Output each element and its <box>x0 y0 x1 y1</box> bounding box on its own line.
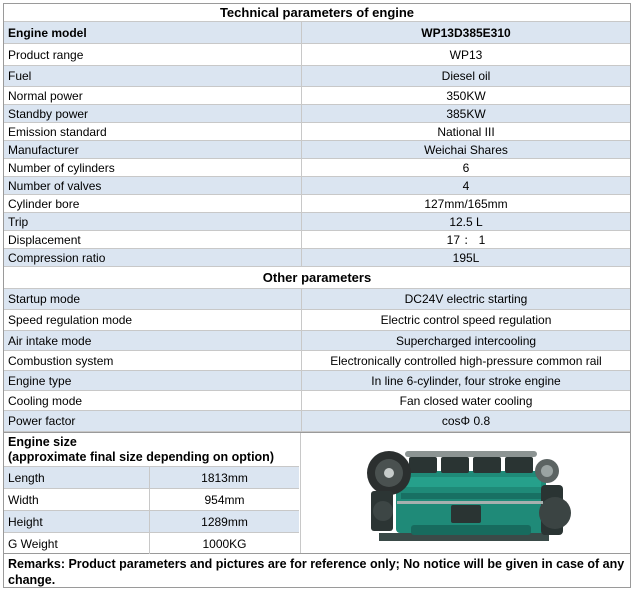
param-value: In line 6-cylinder, four stroke engine <box>301 371 630 390</box>
param-row <box>4 391 630 411</box>
size-value: 1289mm <box>149 511 299 532</box>
param-value: Electric control speed regulation <box>301 310 630 330</box>
section-title-technical <box>4 4 630 22</box>
size-label: G Weight <box>8 536 58 551</box>
param-value: cosΦ 0.8 <box>301 411 630 431</box>
size-label: Height <box>8 514 43 529</box>
param-label: Manufacturer <box>8 142 79 157</box>
param-value: DC24V electric starting <box>301 289 630 309</box>
param-row <box>4 105 630 123</box>
param-label: Power factor <box>8 414 76 428</box>
engine-image <box>300 433 631 553</box>
param-value: 385KW <box>301 105 630 122</box>
param-row <box>4 195 630 213</box>
size-row <box>4 466 299 488</box>
param-row <box>4 44 630 66</box>
engine-size-heading <box>8 435 274 465</box>
param-row <box>4 159 630 177</box>
param-label: Emission standard <box>8 124 107 139</box>
param-value: Weichai Shares <box>301 141 630 158</box>
param-row <box>4 331 630 351</box>
param-row <box>4 231 630 249</box>
engine-illustration <box>301 433 631 553</box>
param-value: 127mm/165mm <box>301 195 630 212</box>
size-label: Width <box>8 492 39 507</box>
param-row <box>4 213 630 231</box>
param-row <box>4 310 630 331</box>
param-value: WP13 <box>301 44 630 65</box>
param-row <box>4 289 630 310</box>
param-row <box>4 66 630 87</box>
param-label: Speed regulation mode <box>8 313 133 327</box>
section-title-other <box>4 267 630 289</box>
param-label: Displacement <box>8 232 81 247</box>
param-value: 195L <box>301 249 630 266</box>
size-row <box>4 532 299 554</box>
spec-sheet <box>3 3 631 588</box>
param-row <box>4 87 630 105</box>
param-row <box>4 141 630 159</box>
param-label: Standby power <box>8 106 89 121</box>
param-value: Fan closed water cooling <box>301 391 630 410</box>
param-value: Supercharged intercooling <box>301 331 630 350</box>
param-value: 350KW <box>301 87 630 104</box>
param-label: Startup mode <box>8 292 81 306</box>
param-value: 17 ： 1 <box>301 231 630 248</box>
engine-size-subtitle: (approximate final size depending on option) <box>8 450 274 464</box>
size-row <box>4 510 299 532</box>
param-row <box>4 123 630 141</box>
section-title-text: Other parameters <box>262 270 372 285</box>
param-row <box>4 371 630 391</box>
param-label: Cooling mode <box>8 393 83 408</box>
engine-model-row <box>4 22 630 44</box>
param-label: Air intake mode <box>8 333 92 348</box>
param-value: Electronically controlled high-pressure common rail <box>301 351 630 370</box>
size-label: Length <box>8 470 45 485</box>
param-label: Number of valves <box>8 178 102 193</box>
engine-model-value: WP13D385E310 <box>301 22 630 43</box>
param-label: Product range <box>8 47 84 62</box>
param-label: Trip <box>8 214 29 229</box>
param-label: Engine type <box>8 373 72 388</box>
engine-size-block <box>4 432 630 554</box>
size-value: 954mm <box>149 489 299 510</box>
engine-model-label: Engine model <box>8 25 87 40</box>
param-value: 6 <box>301 159 630 176</box>
remarks-text: Remarks: Product parameters and pictures are for reference only; No notice will be given in case of any change. <box>8 557 625 587</box>
section-title-text: Technical parameters of engine <box>219 5 415 20</box>
param-label: Combustion system <box>8 353 114 368</box>
size-row <box>4 488 299 510</box>
param-row <box>4 249 630 267</box>
param-label: Normal power <box>8 88 83 103</box>
param-value: National III <box>301 123 630 140</box>
param-row <box>4 411 630 432</box>
param-label: Cylinder bore <box>8 196 80 211</box>
param-value: Diesel oil <box>301 66 630 86</box>
size-value: 1813mm <box>149 467 299 488</box>
param-value: 12.5 L <box>301 213 630 230</box>
param-label: Fuel <box>8 69 32 83</box>
param-value: 4 <box>301 177 630 194</box>
param-label: Number of cylinders <box>8 160 115 175</box>
engine-size-title: Engine size <box>8 435 77 449</box>
size-value: 1000KG <box>149 533 299 554</box>
param-row <box>4 351 630 371</box>
param-row <box>4 177 630 195</box>
param-label: Compression ratio <box>8 250 106 265</box>
